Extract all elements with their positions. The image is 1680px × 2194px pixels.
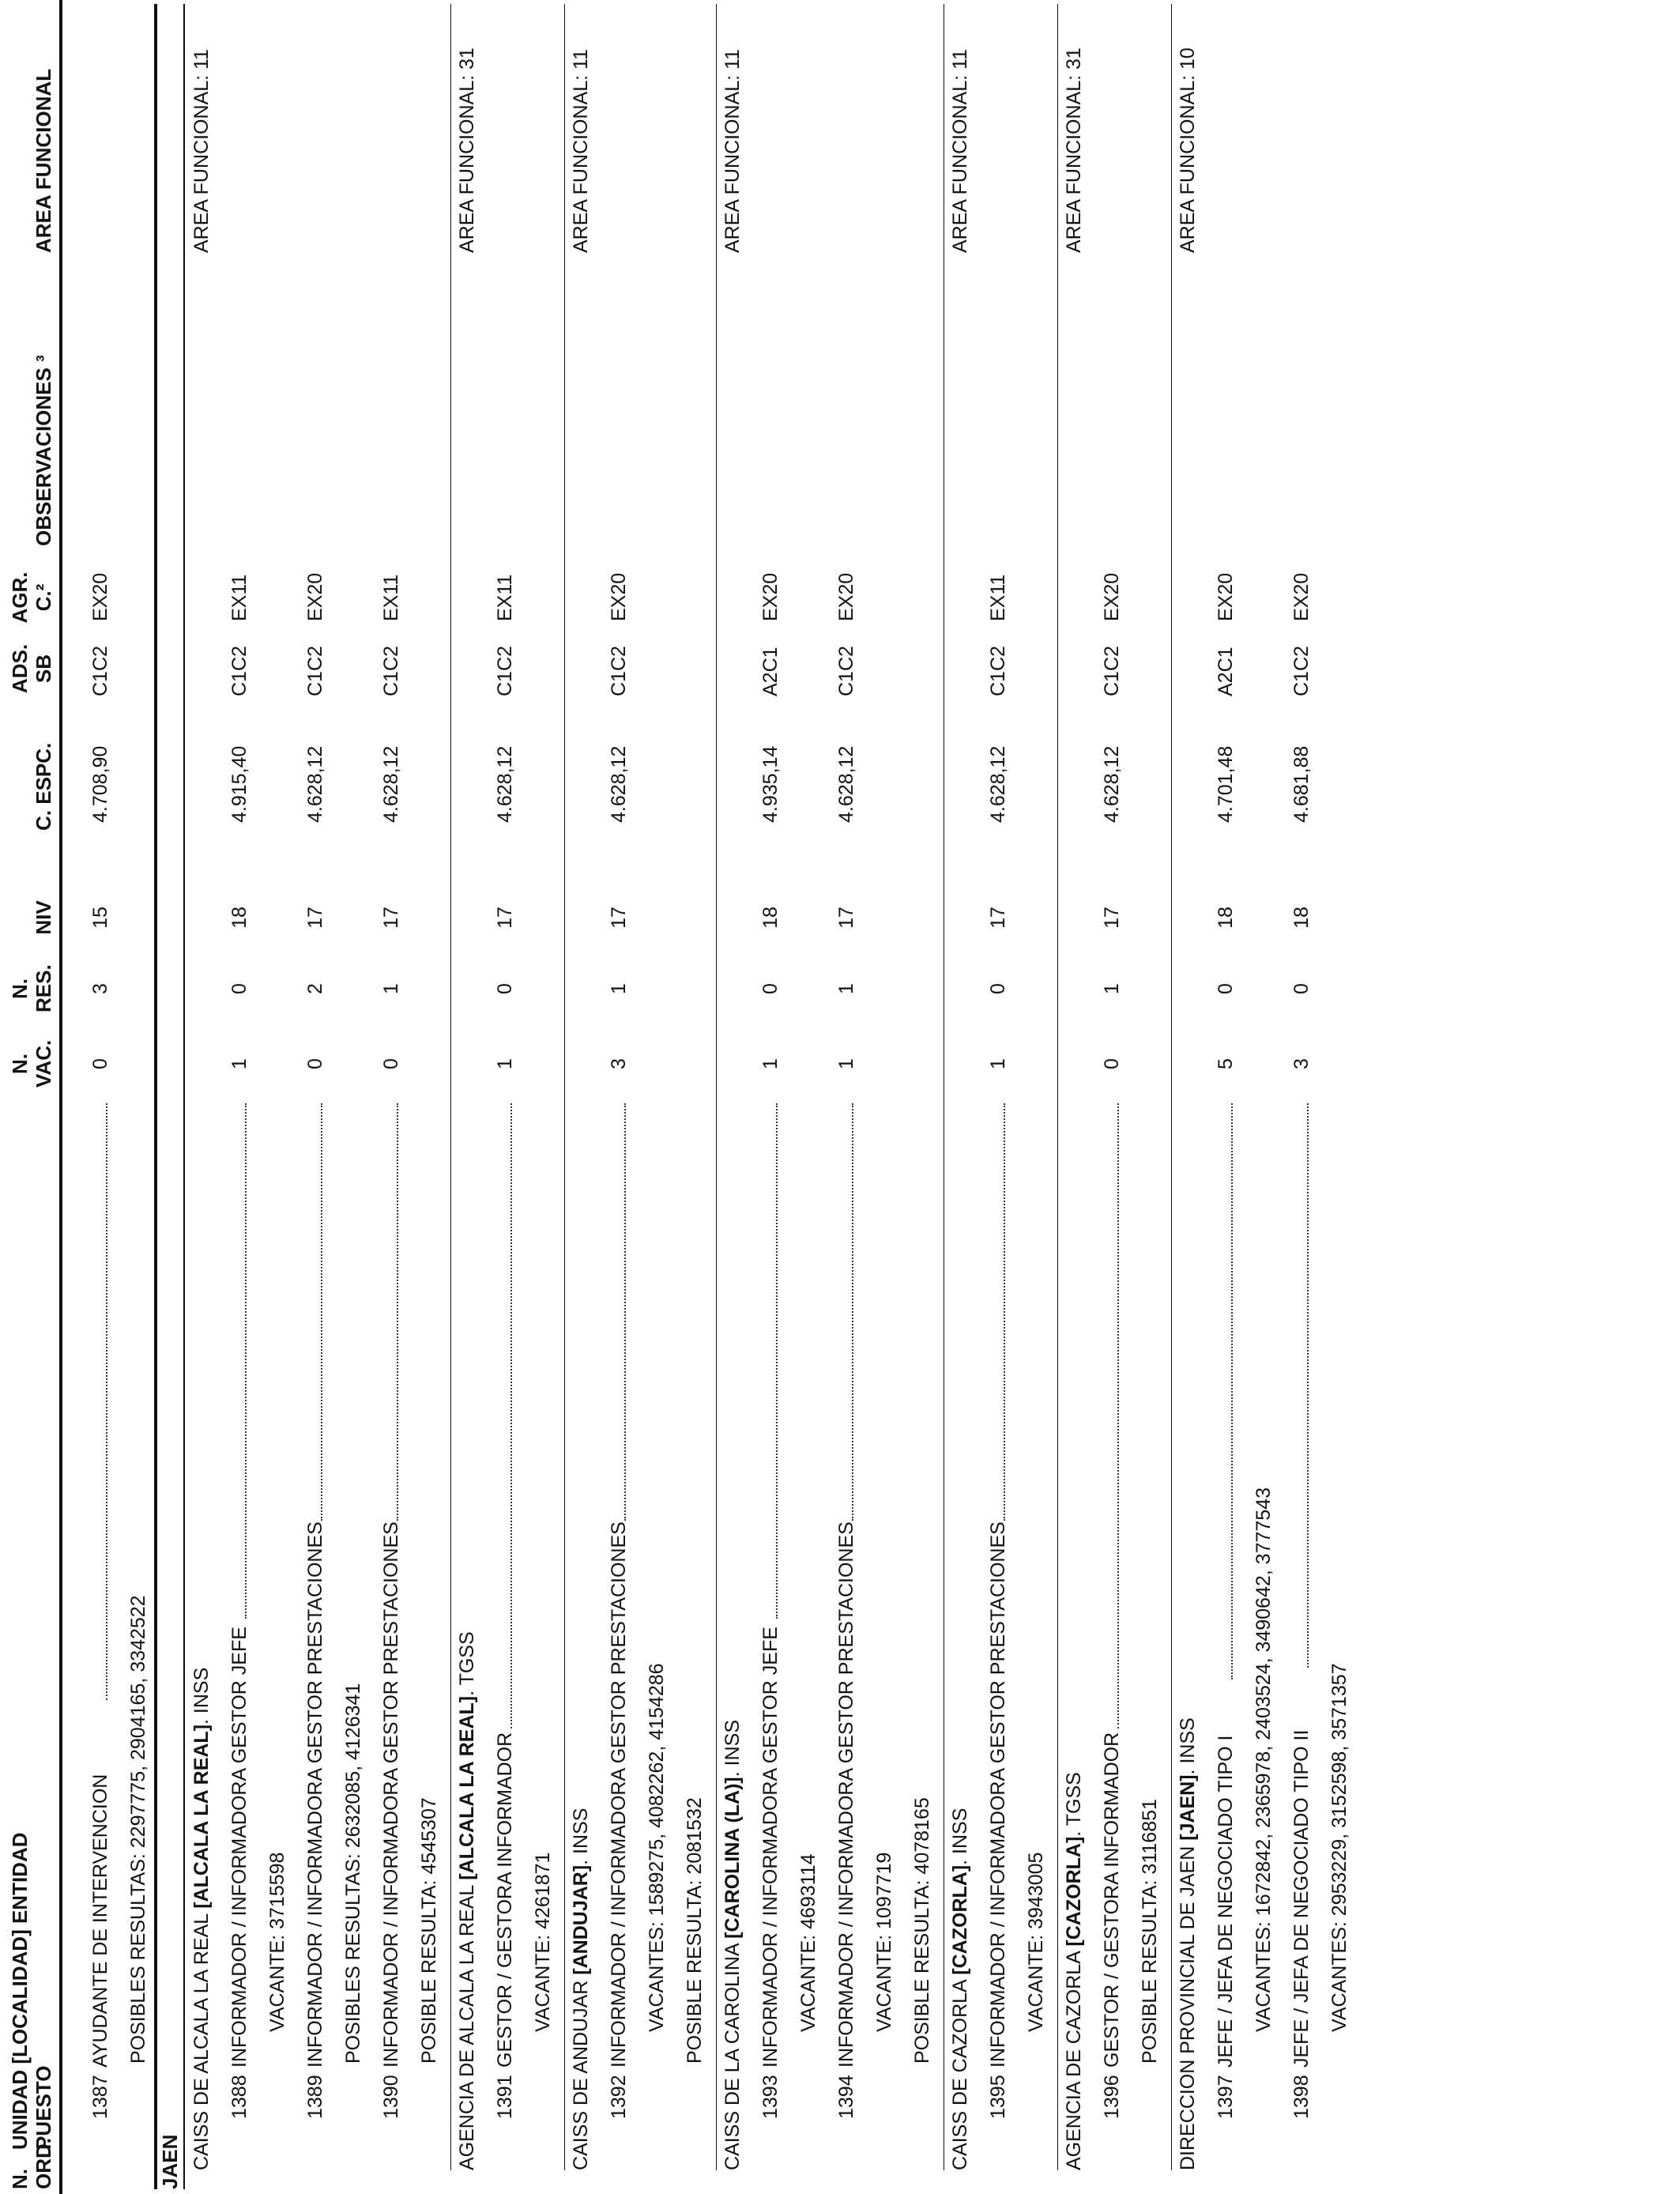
unit-name: CAISS DE ANDUJAR	[570, 1974, 592, 2170]
agr-c-value: EX20	[759, 572, 782, 621]
leader-dots	[1307, 1103, 1309, 1668]
area-funcional-value: AREA FUNCIONAL: 11	[949, 49, 971, 253]
n-res-value: 1	[608, 983, 630, 994]
leader-dots	[510, 1103, 512, 1728]
area-funcional-value: AREA FUNCIONAL: 11	[190, 49, 213, 253]
header-n-ord-line2: ORD.	[32, 2138, 55, 2189]
row-number: 1389	[304, 2075, 326, 2119]
row-title: GESTOR / GESTORA INFORMADOR	[1101, 1732, 1123, 2068]
c-espc-value: 4.628,12	[1101, 745, 1123, 823]
n-res-value: 0	[1215, 983, 1237, 994]
niv-value: 17	[494, 907, 516, 929]
unit-separator	[450, 4, 451, 2170]
c-espc-value: 4.628,12	[835, 745, 857, 823]
n-vac-value: 1	[835, 1058, 857, 1069]
row-title: INFORMADOR / INFORMADORA GESTOR PRESTACIONES	[304, 1521, 326, 2068]
area-funcional-value: AREA FUNCIONAL: 10	[1177, 47, 1199, 253]
area-funcional-value: AREA FUNCIONAL: 11	[721, 49, 744, 253]
row-note: VACANTE: 4693114	[797, 1853, 819, 2032]
unit-entity: . INSS	[949, 1808, 971, 1865]
n-vac-value: 1	[228, 1058, 250, 1069]
unit-locality: [CAROLINA (LA)]	[721, 1777, 744, 1939]
unit-entity: . INSS	[190, 1667, 213, 1725]
unit-heading	[1176, 1717, 1200, 2170]
row-number: 1394	[835, 2075, 857, 2119]
niv-value: 18	[1290, 907, 1313, 929]
unit-name: DIRECCION PROVINCIAL DE JAEN	[1177, 1840, 1199, 2170]
header-n-res	[8, 965, 55, 1012]
ads-sb-value: C1C2	[494, 646, 516, 696]
leader-dots	[397, 1103, 398, 1521]
n-res-value: 0	[1290, 983, 1313, 994]
unit-separator	[1057, 4, 1058, 2170]
agr-c-value: EX20	[304, 572, 326, 621]
unit-locality: [ANDUJAR]	[570, 1864, 592, 1975]
c-espc-value: 4.628,12	[494, 745, 516, 823]
niv-value: 17	[304, 907, 326, 929]
ads-sb-value: C1C2	[380, 646, 402, 696]
n-vac-value: 0	[89, 1058, 111, 1069]
agr-c-value: EX11	[987, 574, 1009, 621]
c-espc-value: 4.628,12	[987, 745, 1009, 823]
leader-dots	[321, 1103, 322, 1521]
row-note: VACANTE: 3943005	[1025, 1852, 1047, 2032]
header-n-vac	[8, 1040, 55, 1088]
n-res-value: 0	[228, 983, 250, 994]
row-title: JEFE / JEFA DE NEGOCIADO TIPO II	[1290, 1729, 1313, 2068]
n-res-value: 0	[494, 983, 516, 994]
unit-heading	[569, 1808, 593, 2170]
ads-sb-value: C1C2	[1101, 646, 1123, 696]
agr-c-value: EX20	[608, 572, 630, 621]
ads-sb-value: C1C2	[835, 646, 857, 696]
agr-c-value: EX20	[1290, 572, 1313, 621]
niv-value: 17	[987, 907, 1009, 929]
ads-sb-value: C1C2	[987, 646, 1009, 696]
n-vac-value: 0	[1101, 1058, 1123, 1069]
row-note: POSIBLE RESULTA: 4078165	[911, 1797, 933, 2064]
c-espc-value: 4.935,14	[759, 745, 782, 823]
header-area-funcional: AREA FUNCIONAL	[32, 68, 55, 253]
n-vac-value: 1	[759, 1058, 782, 1069]
leader-dots	[624, 1103, 626, 1521]
row-number: 1397	[1215, 2075, 1237, 2119]
agr-c-value: EX11	[228, 574, 250, 621]
header-puesto-label: PUESTO	[32, 2065, 55, 2150]
n-res-value: 1	[380, 983, 402, 994]
unit-separator	[1171, 4, 1172, 2170]
area-funcional-value: AREA FUNCIONAL: 11	[570, 49, 592, 253]
agr-c-value: EX20	[1101, 572, 1123, 621]
c-espc-value: 4.628,12	[608, 745, 630, 823]
c-espc-value: 4.701,48	[1215, 745, 1237, 823]
niv-value: 18	[759, 907, 782, 929]
unit-heading	[948, 1808, 972, 2170]
row-title: AYUDANTE DE INTERVENCION	[89, 1774, 111, 2068]
unit-name: AGENCIA DE ALCALA LA REAL	[456, 1879, 478, 2170]
row-note: POSIBLES RESULTAS: 2297775, 2904165, 3342522	[127, 1595, 149, 2064]
unit-name: CAISS DE LA CAROLINA	[721, 1938, 744, 2170]
header-agr-line1: AGR.	[8, 571, 32, 624]
leader-dots	[852, 1103, 853, 1521]
c-espc-value: 4.708,90	[89, 745, 111, 823]
row-title: JEFE / JEFA DE NEGOCIADO TIPO I	[1215, 1735, 1237, 2068]
row-number: 1391	[494, 2075, 516, 2119]
ads-sb-value: C1C2	[89, 646, 111, 696]
n-vac-value: 3	[608, 1058, 630, 1069]
unit-locality: [JAEN]	[1177, 1774, 1199, 1841]
row-title: INFORMADOR / INFORMADORA GESTOR PRESTACIONES	[987, 1521, 1009, 2068]
header-agr-c	[8, 570, 55, 625]
niv-value: 18	[1215, 907, 1237, 929]
ads-sb-value: C1C2	[608, 646, 630, 696]
unit-entity: . INSS	[570, 1808, 592, 1865]
page-left-thick-rule	[59, 0, 62, 2194]
n-res-value: 0	[987, 983, 1009, 994]
unit-entity: . INSS	[721, 1720, 744, 1777]
agr-c-value: EX20	[835, 572, 857, 621]
header-ads-line1: ADS.	[8, 643, 32, 694]
header-observaciones: OBSERVACIONES ³	[32, 355, 55, 546]
c-espc-value: 4.915,40	[228, 745, 250, 823]
row-note: VACANTES: 1589275, 4082262, 4154286	[646, 1663, 668, 2032]
unit-locality: [ALCALA LA REAL]	[190, 1724, 213, 1909]
header-n-ord-line1: N.	[8, 2169, 32, 2189]
row-note: VACANTE: 3715598	[266, 1852, 288, 2032]
unit-entity: . INSS	[1177, 1717, 1199, 1775]
leader-dots	[1231, 1103, 1233, 1679]
row-number: 1393	[759, 2075, 782, 2119]
unit-heading	[455, 1631, 479, 2170]
unit-name: AGENCIA DE CAZORLA	[1063, 1946, 1085, 2170]
header-unidad	[8, 1832, 55, 2150]
ads-sb-value: C1C2	[1290, 646, 1313, 696]
n-vac-value: 1	[494, 1058, 516, 1069]
n-vac-value: 0	[380, 1058, 402, 1069]
agr-c-value: EX11	[494, 574, 516, 621]
row-title: INFORMADOR / INFORMADORA GESTOR PRESTACIONES	[835, 1521, 857, 2068]
n-res-value: 1	[1101, 983, 1123, 994]
niv-value: 17	[1101, 907, 1123, 929]
unit-heading	[1062, 1772, 1086, 2170]
unit-name: CAISS DE ALCALA LA REAL	[190, 1908, 213, 2170]
ads-sb-value: A2C1	[759, 647, 782, 696]
row-title: INFORMADOR / INFORMADORA GESTOR PRESTACIONES	[608, 1521, 630, 2068]
unit-entity: . TGSS	[1063, 1772, 1085, 1837]
n-res-value: 2	[304, 983, 326, 994]
header-n-vac-line1: N.	[8, 1054, 32, 1074]
row-number: 1392	[608, 2075, 630, 2119]
n-vac-value: 1	[987, 1058, 1009, 1069]
row-note: POSIBLE RESULTA: 3116851	[1139, 1799, 1161, 2064]
header-agr-line2: C.²	[32, 583, 55, 612]
c-espc-value: 4.681,88	[1290, 745, 1313, 823]
unit-name: CAISS DE CAZORLA	[949, 1974, 971, 2170]
row-title: INFORMADOR / INFORMADORA GESTOR JEFE	[228, 1627, 250, 2068]
leader-dots	[245, 1103, 247, 1619]
niv-value: 15	[89, 907, 111, 929]
leader-dots	[1117, 1103, 1119, 1728]
agr-c-value: EX11	[380, 574, 402, 621]
unit-entity: . TGSS	[456, 1631, 478, 1696]
n-res-value: 0	[759, 983, 782, 994]
unit-locality: [CAZORLA]	[949, 1864, 971, 1975]
n-vac-value: 0	[304, 1058, 326, 1069]
row-number: 1387	[89, 2075, 111, 2119]
row-number: 1388	[228, 2075, 250, 2119]
leader-dots	[776, 1103, 778, 1619]
row-title: GESTOR / GESTORA INFORMADOR	[494, 1732, 516, 2068]
header-n-res-line2: RES.	[32, 964, 55, 1012]
row-number: 1395	[987, 2075, 1009, 2119]
agr-c-value: EX20	[89, 572, 111, 621]
niv-value: 18	[228, 907, 250, 929]
c-espc-value: 4.628,12	[380, 745, 402, 823]
n-res-value: 1	[835, 983, 857, 994]
row-note: POSIBLE RESULTA: 4545307	[418, 1797, 440, 2064]
row-title: INFORMADOR / INFORMADORA GESTOR JEFE	[759, 1627, 782, 2068]
area-funcional-value: AREA FUNCIONAL: 31	[456, 47, 478, 253]
niv-value: 17	[835, 907, 857, 929]
ads-sb-value: C1C2	[228, 646, 250, 696]
province-heading: JAEN	[158, 2134, 182, 2189]
header-n-vac-line2: VAC.	[32, 1039, 55, 1088]
unit-heading	[190, 1668, 213, 2170]
n-vac-value: 3	[1290, 1058, 1313, 1069]
ads-sb-value: C1C2	[304, 646, 326, 696]
row-number: 1398	[1290, 2075, 1313, 2119]
ads-sb-value: A2C1	[1215, 647, 1237, 696]
row-number: 1390	[380, 2075, 402, 2119]
rule-after-jaen	[183, 4, 185, 2189]
unit-heading	[721, 1720, 744, 2170]
rule-before-jaen	[154, 4, 157, 2189]
row-note: POSIBLE RESULTA: 2081532	[684, 1797, 706, 2064]
header-c-espc: C. ESPC.	[32, 742, 55, 831]
header-ads-sb	[8, 641, 55, 696]
header-unidad-label: UNIDAD [LOCALIDAD] ENTIDAD	[8, 1832, 32, 2150]
row-note: VACANTES: 1672842, 2365978, 2403524, 3490642, 3777543	[1252, 1487, 1275, 2032]
row-note: POSIBLES RESULTAS: 2632085, 4126341	[342, 1683, 364, 2064]
row-note: VACANTES: 2953229, 3152598, 3571357	[1328, 1663, 1350, 2032]
n-res-value: 3	[89, 983, 111, 994]
row-number: 1396	[1101, 2075, 1123, 2119]
unit-locality: [CAZORLA]	[1063, 1836, 1085, 1947]
c-espc-value: 4.628,12	[304, 745, 326, 823]
row-title: INFORMADOR / INFORMADORA GESTOR PRESTACIONES	[380, 1521, 402, 2068]
n-vac-value: 5	[1215, 1058, 1237, 1069]
agr-c-value: EX20	[1215, 572, 1237, 621]
niv-value: 17	[608, 907, 630, 929]
unit-separator	[716, 4, 717, 2170]
header-n-res-line1: N.	[8, 978, 32, 999]
row-note: VACANTE: 4261871	[532, 1852, 554, 2032]
leader-dots	[106, 1103, 107, 1700]
unit-locality: [ALCALA LA REAL]	[456, 1695, 478, 1880]
leader-dots	[1004, 1103, 1005, 1521]
niv-value: 17	[380, 907, 402, 929]
header-ads-line2: SB	[32, 654, 55, 684]
unit-separator	[564, 4, 565, 2170]
header-niv: NIV	[32, 900, 55, 935]
row-note: VACANTE: 1097719	[873, 1852, 895, 2032]
area-funcional-value: AREA FUNCIONAL: 31	[1063, 47, 1085, 253]
